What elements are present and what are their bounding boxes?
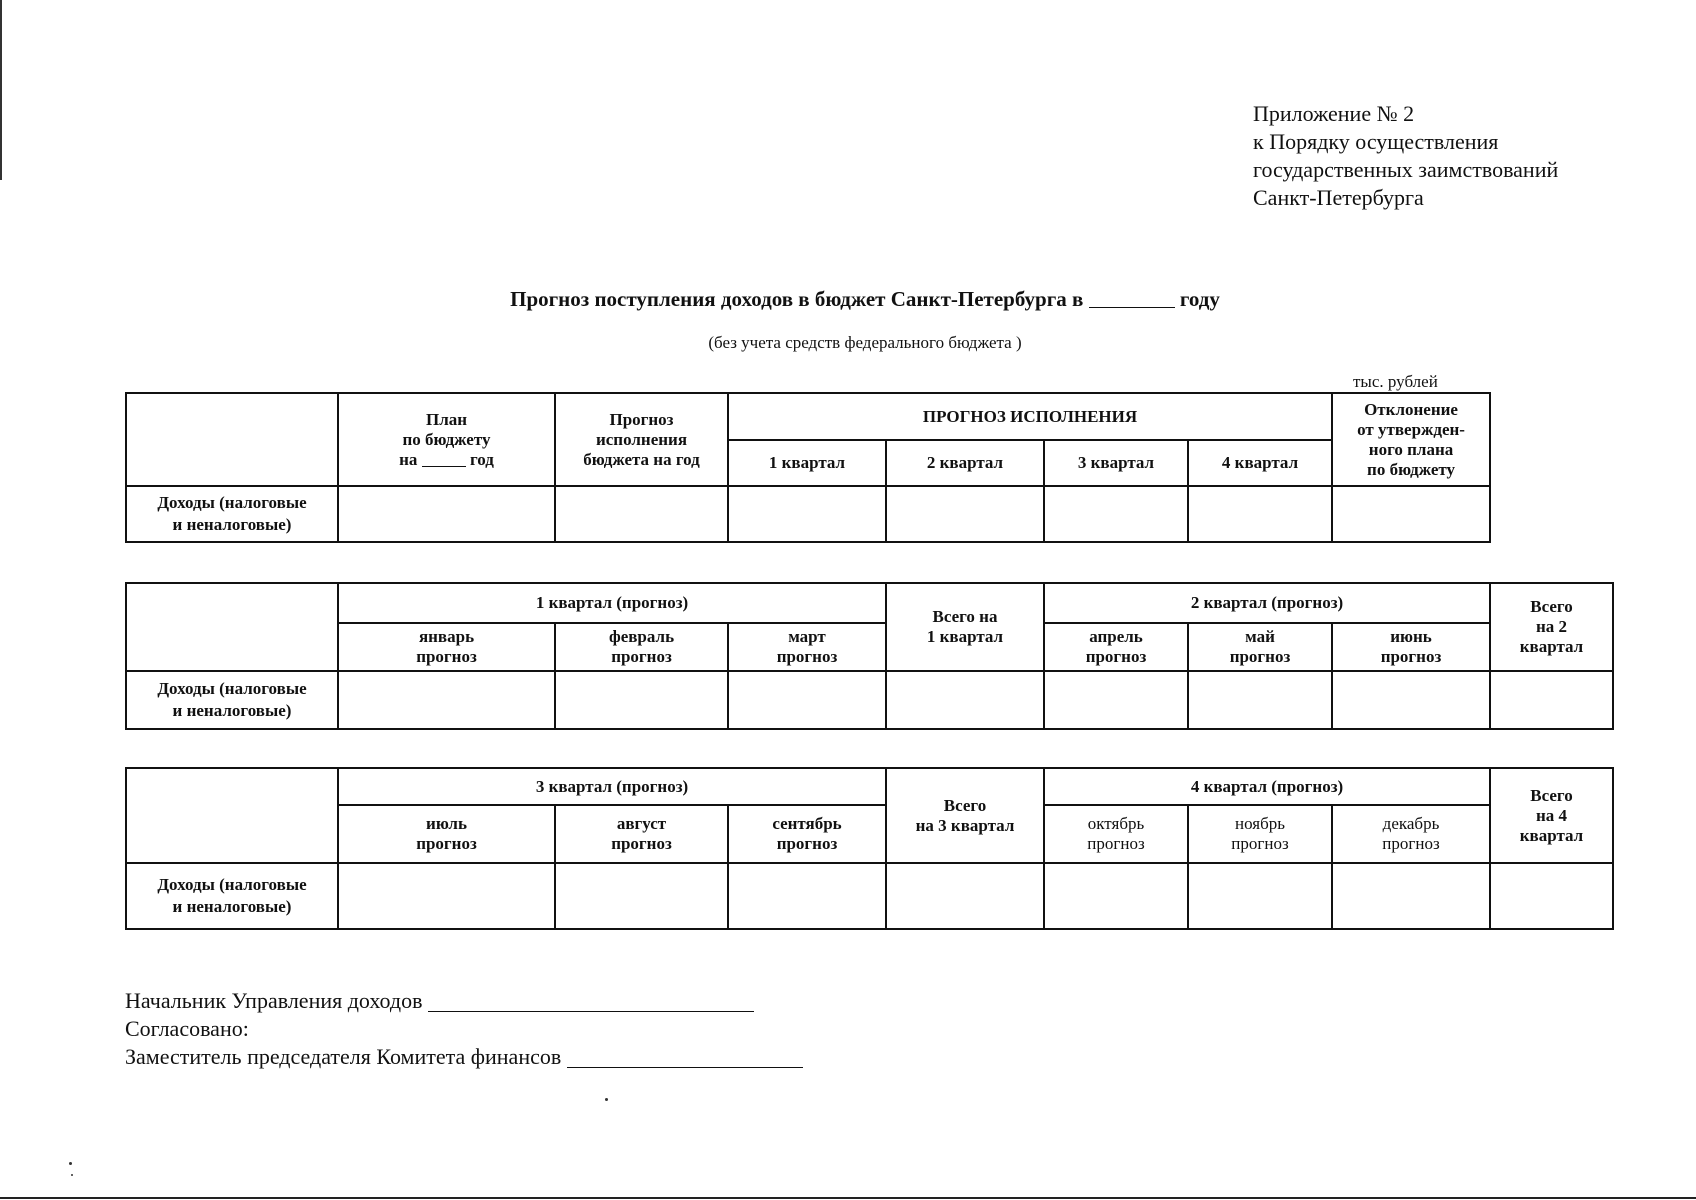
total-q3-header: Всего на 3 квартал [886, 768, 1044, 863]
month-may-header: май прогноз [1188, 623, 1332, 671]
quarter-3-group-header: 3 квартал (прогноз) [338, 768, 886, 805]
plan-header: План по бюджету на год [338, 393, 555, 486]
quarter-2-header: 2 квартал [886, 440, 1044, 486]
empty-header-cell [126, 393, 338, 486]
scan-edge [0, 0, 2, 180]
scan-speck [71, 1174, 73, 1176]
total-q1-cell [886, 671, 1044, 729]
income-row-label: Доходы (налоговые и неналоговые) [126, 486, 338, 542]
may-cell [1188, 671, 1332, 729]
october-cell [1044, 863, 1188, 929]
empty-header-cell [126, 583, 338, 671]
month-january-header: январь прогноз [338, 623, 555, 671]
q3-cell [1044, 486, 1188, 542]
month-july-header: июль прогноз [338, 805, 555, 863]
total-q1-header: Всего на 1 квартал [886, 583, 1044, 671]
title-suffix: году [1179, 287, 1220, 311]
september-cell [728, 863, 886, 929]
signature-agreed: Согласовано: [125, 1016, 249, 1041]
july-cell [338, 863, 555, 929]
scan-speck [69, 1162, 72, 1165]
title-text: Прогноз поступления доходов в бюджет Санкт-Петербурга в [510, 287, 1084, 311]
month-november-header: ноябрь прогноз [1188, 805, 1332, 863]
income-row-label: Доходы (налоговые и неналоговые) [126, 671, 338, 729]
scan-bottom-edge [0, 1197, 1696, 1199]
execution-forecast-header: ПРОГНОЗ ИСПОЛНЕНИЯ [728, 393, 1332, 440]
month-june-header: июнь прогноз [1332, 623, 1490, 671]
march-cell [728, 671, 886, 729]
month-december-header: декабрь прогноз [1332, 805, 1490, 863]
april-cell [1044, 671, 1188, 729]
appendix-line-1: Приложение № 2 [1253, 101, 1415, 126]
scan-speck [605, 1098, 608, 1101]
quarter-1-group-header: 1 квартал (прогноз) [338, 583, 886, 623]
appendix-line-4: Санкт-Петербурга [1253, 185, 1424, 210]
annual-forecast-cell [555, 486, 728, 542]
deviation-cell [1332, 486, 1490, 542]
month-april-header: апрель прогноз [1044, 623, 1188, 671]
december-cell [1332, 863, 1490, 929]
year-blank [1089, 289, 1175, 308]
document-title [0, 287, 1696, 312]
annual-forecast-header: Прогноз исполнения бюджета на год [555, 393, 728, 486]
august-cell [555, 863, 728, 929]
total-q4-header: Всего на 4 квартал [1490, 768, 1613, 863]
signature-line-head [428, 991, 754, 1012]
q1-cell [728, 486, 886, 542]
document-subtitle: (без учета средств федерального бюджета ) [708, 333, 1022, 352]
signature-line-deputy [567, 1047, 803, 1068]
q3-q4-forecast-table [125, 767, 1614, 930]
february-cell [555, 671, 728, 729]
q1-q2-forecast-table [125, 582, 1614, 730]
signature-deputy: Заместитель председателя Комитета финансов [125, 1044, 803, 1070]
total-q4-cell [1490, 863, 1613, 929]
total-q2-header: Всего на 2 квартал [1490, 583, 1613, 671]
month-august-header: август прогноз [555, 805, 728, 863]
month-february-header: февраль прогноз [555, 623, 728, 671]
income-row-label: Доходы (налоговые и неналоговые) [126, 863, 338, 929]
signature-head: Начальник Управления доходов [125, 988, 754, 1014]
november-cell [1188, 863, 1332, 929]
budget-forecast-table [125, 392, 1491, 543]
units-label: тыс. рублей [1353, 372, 1438, 391]
month-september-header: сентябрь прогноз [728, 805, 886, 863]
quarter-4-group-header: 4 квартал (прогноз) [1044, 768, 1490, 805]
quarter-3-header: 3 квартал [1044, 440, 1188, 486]
appendix-note [1253, 100, 1558, 212]
january-cell [338, 671, 555, 729]
total-q3-cell [886, 863, 1044, 929]
total-q2-cell [1490, 671, 1613, 729]
deviation-header: Отклонение от утвержден- ного плана по бюджету [1332, 393, 1490, 486]
quarter-1-header: 1 квартал [728, 440, 886, 486]
quarter-4-header: 4 квартал [1188, 440, 1332, 486]
june-cell [1332, 671, 1490, 729]
empty-header-cell [126, 768, 338, 863]
appendix-line-3: государственных заимствований [1253, 157, 1559, 182]
q2-cell [886, 486, 1044, 542]
month-march-header: март прогноз [728, 623, 886, 671]
plan-cell [338, 486, 555, 542]
quarter-2-group-header: 2 квартал (прогноз) [1044, 583, 1490, 623]
month-october-header: октябрь прогноз [1044, 805, 1188, 863]
appendix-line-2: к Порядку осуществления [1253, 129, 1499, 154]
q4-cell [1188, 486, 1332, 542]
